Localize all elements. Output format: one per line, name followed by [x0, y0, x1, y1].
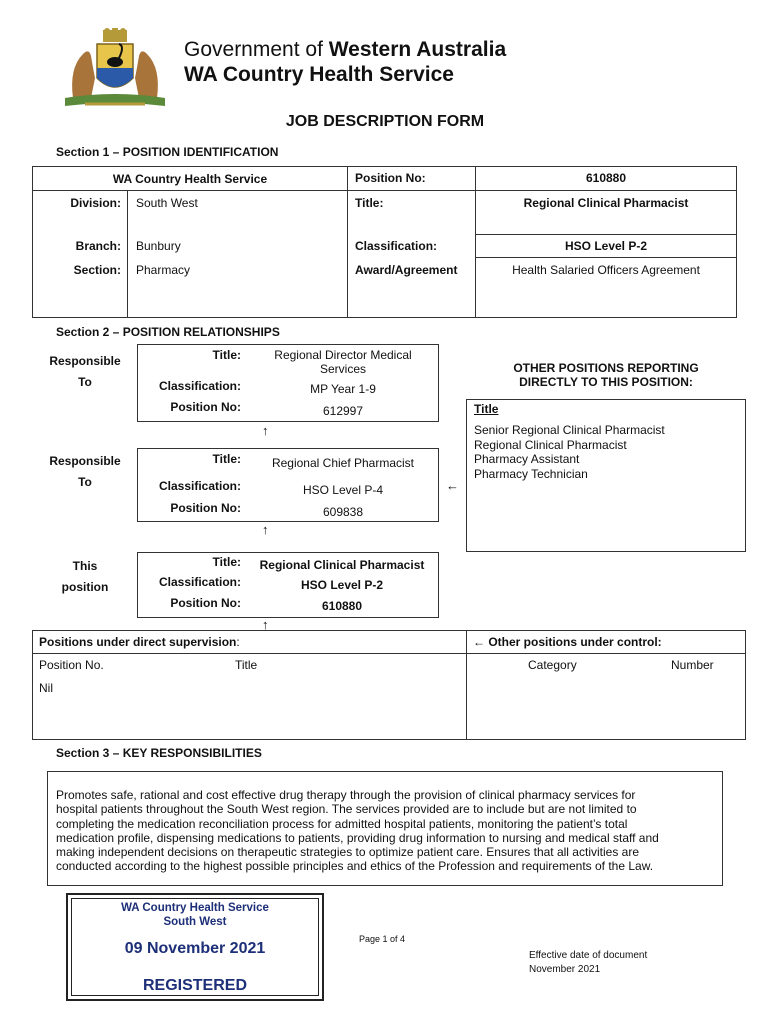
this-label: [40, 556, 130, 598]
registered-stamp: [66, 893, 324, 1001]
resp2-pos-label: Position No:: [170, 501, 241, 515]
other-control-col-number: Number: [671, 658, 714, 672]
resp1-box: [137, 344, 439, 422]
responsibility-line: making independent decisions on therapeutic strategies to optimize patient care. Ensures that all activities are: [56, 845, 639, 860]
stamp-date: 09 November 2021: [124, 940, 266, 957]
s1-section-label: Section:: [73, 263, 121, 277]
s1-posno-cell: [475, 166, 737, 191]
supervision-header-cell: [32, 630, 467, 654]
stamp-line1: WA Country Health Service: [121, 902, 269, 914]
effective-date: [529, 949, 647, 977]
s1-division: South West: [136, 196, 198, 210]
other-list: [474, 423, 665, 481]
s1-org: WA Country Health Service: [112, 172, 268, 186]
responsibility-line: medication profile, dispensing medications to patients, providing drug information to nursing and medical staff and: [56, 830, 659, 845]
responsibilities-box: [47, 771, 723, 886]
resp2-box: [137, 448, 439, 522]
section3-heading: Section 3 – KEY RESPONSIBILITIES: [56, 746, 262, 760]
this-pos: 610880: [321, 599, 363, 613]
s1-posno: 610880: [585, 171, 627, 185]
s1-title-label: Title:: [355, 196, 384, 210]
s1-mid-label-cell: [347, 190, 476, 318]
resp2-pos: 609838: [322, 505, 364, 519]
other-item: Regional Clinical Pharmacist: [474, 437, 627, 452]
supervision-body-cell: [32, 653, 467, 740]
stamp-status: REGISTERED: [142, 977, 247, 994]
s1-award-label: Award/Agreement: [355, 263, 458, 277]
up-arrow-icon: ↑: [262, 522, 269, 537]
resp2-title: Regional Chief Pharmacist: [271, 456, 415, 470]
other-heading-1: OTHER POSITIONS REPORTING: [513, 361, 699, 375]
s1-classification: HSO Level P-2: [564, 239, 648, 253]
supervision-value: Nil: [39, 681, 53, 695]
this-class: HSO Level P-2: [300, 578, 384, 592]
responsibility-line: hospital patients throughout the South West region. The services provided are to include but are not limited to: [56, 802, 637, 817]
s1-left-value-cell: [127, 190, 348, 318]
resp1-class-label: Classification:: [158, 379, 241, 393]
other-item: Pharmacy Assistant: [474, 452, 580, 466]
responsibilities-text: [56, 788, 659, 874]
resp1-title-label: Title:: [212, 348, 241, 362]
resp2-label-1: Responsible: [49, 454, 121, 468]
up-arrow-icon: ↑: [262, 617, 269, 632]
resp1-label-2: To: [78, 375, 92, 389]
other-control-heading: [473, 635, 662, 649]
page-title: JOB DESCRIPTION FORM: [285, 113, 485, 130]
other-control-header-cell: [466, 630, 746, 654]
s1-award-cell: [475, 257, 737, 318]
s1-left-label-cell: [32, 190, 128, 318]
government-title: [184, 38, 506, 62]
supervision-heading: [39, 635, 240, 649]
supervision-heading-colon: :: [236, 635, 240, 649]
page-number: Page 1 of 4: [359, 934, 406, 944]
this-title-label: Title:: [212, 555, 241, 569]
resp1-title-l1: Regional Director Medical: [274, 348, 412, 362]
effective-label: Effective date of document: [529, 950, 648, 961]
s1-branch: Bunbury: [136, 239, 181, 253]
resp1-class: MP Year 1-9: [310, 382, 376, 396]
resp1-pos: 612997: [322, 404, 364, 418]
other-control-body-cell: [466, 653, 746, 740]
left-arrow-icon: ←: [473, 635, 485, 649]
other-item: Pharmacy Technician: [474, 466, 588, 481]
this-title: Regional Clinical Pharmacist: [259, 558, 425, 572]
coat-of-arms-icon: [55, 28, 175, 112]
resp1-pos-label: Position No:: [170, 400, 241, 414]
resp2-label: [40, 451, 130, 493]
resp2-class: HSO Level P-4: [302, 483, 384, 497]
s1-award: Health Salaried Officers Agreement: [512, 263, 700, 277]
effective-value: November 2021: [529, 964, 601, 975]
resp2-title-label: Title:: [212, 452, 241, 466]
s1-division-label: Division:: [70, 196, 121, 210]
resp1-title-l2: Services: [319, 362, 366, 376]
resp1-title: [246, 348, 440, 376]
other-item: Senior Regional Clinical Pharmacist: [474, 423, 665, 437]
section2-heading: Section 2 – POSITION RELATIONSHIPS: [56, 325, 280, 339]
s1-branch-label: Branch:: [75, 239, 121, 253]
supervision-col-title: Title: [235, 658, 258, 672]
other-heading: [466, 361, 746, 389]
responsibility-line: conducted according to the highest possible principles and ethics of the Profession and requirements of the Law.: [56, 859, 654, 874]
s1-title-cell: [475, 190, 737, 235]
this-label-1: This: [72, 559, 98, 573]
s1-org-cell: [32, 166, 348, 191]
other-heading-2: DIRECTLY TO THIS POSITION:: [519, 375, 693, 389]
section1-heading: Section 1 – POSITION IDENTIFICATION: [56, 145, 279, 159]
s1-class-cell: [475, 234, 737, 258]
this-box: [137, 552, 439, 618]
resp2-class-label: Classification:: [158, 479, 241, 493]
other-control-col-category: Category: [528, 658, 577, 672]
up-arrow-icon: ↑: [262, 423, 269, 438]
responsibility-line: Promotes safe, rational and cost effective drug therapy through the provision of clinical pharmacy services for: [56, 788, 636, 802]
resp1-label: [40, 351, 130, 393]
s1-posno-label-cell: [347, 166, 476, 191]
this-label-2: position: [61, 580, 109, 594]
left-arrow-icon: ←: [446, 478, 459, 493]
government-title-b: Western Australia: [328, 38, 507, 61]
resp2-label-2: To: [78, 475, 92, 489]
resp1-label-1: Responsible: [49, 354, 121, 368]
other-control-heading-text: Other positions under control:: [488, 635, 662, 649]
stamp-line2: South West: [163, 916, 227, 928]
s1-classification-label: Classification:: [355, 239, 438, 253]
s1-title: Regional Clinical Pharmacist: [523, 196, 689, 210]
s1-section: Pharmacy: [136, 263, 191, 277]
other-box: [466, 399, 746, 552]
s1-posno-label: Position No:: [355, 171, 426, 185]
supervision-col-pos: Position No.: [39, 658, 104, 672]
supervision-heading-text: Positions under direct supervision: [39, 635, 237, 649]
responsibility-line: completing the medication reconciliation process for admitted hospital patients, monitoring the patient’s total: [56, 816, 628, 831]
service-title: WA Country Health Service: [184, 63, 454, 86]
government-title-a: Government of: [184, 38, 329, 61]
other-col-title: Title: [474, 402, 499, 416]
this-class-label: Classification:: [158, 575, 241, 589]
this-pos-label: Position No:: [170, 596, 241, 610]
